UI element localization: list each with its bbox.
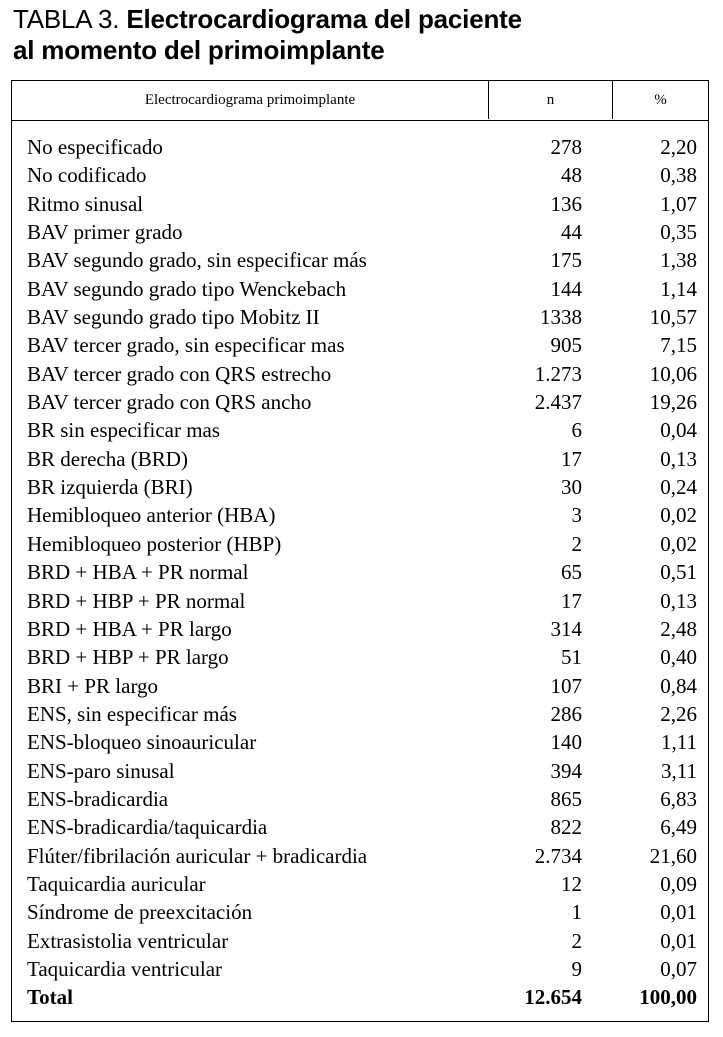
row-label: Hemibloqueo anterior (HBA)	[27, 503, 276, 528]
table-row	[12, 587, 708, 615]
row-label: Extrasistolia ventricular	[27, 928, 229, 953]
row-count: 1.273	[534, 361, 582, 386]
row-count: 278	[550, 135, 582, 159]
table-row	[12, 190, 708, 218]
table-title-text-1: Electrocardiograma del paciente	[126, 4, 522, 34]
table-row	[12, 161, 708, 189]
row-label: No especificado	[27, 135, 163, 159]
total-row	[12, 983, 708, 1011]
row-count: 865	[550, 786, 582, 811]
row-percent: 10,57	[649, 305, 697, 330]
row-count: 175	[550, 248, 582, 273]
row-count: 394	[550, 758, 582, 783]
row-percent: 0,51	[660, 560, 697, 585]
row-label: BR derecha (BRD)	[27, 446, 188, 471]
header-ecg: Electrocardiograma primoimplante	[12, 81, 489, 119]
row-count: 3	[571, 503, 582, 528]
row-percent: 0,01	[660, 900, 697, 925]
row-percent: 1,11	[661, 730, 697, 755]
row-count: 6	[571, 418, 582, 443]
row-percent: 2,20	[660, 135, 697, 159]
row-count: 286	[550, 701, 582, 726]
row-label: Flúter/fibrilación auricular + bradicardia	[27, 843, 368, 868]
row-count: 17	[561, 446, 582, 471]
row-count: 2.734	[534, 843, 582, 868]
table-row	[12, 842, 708, 870]
table-row	[12, 898, 708, 926]
row-percent: 19,26	[649, 390, 697, 415]
row-percent: 0,01	[660, 928, 697, 953]
row-percent: 7,15	[660, 333, 697, 358]
table-row	[12, 530, 708, 558]
table-row	[12, 246, 708, 274]
row-label: BAV tercer grado, sin especificar mas	[27, 333, 345, 358]
row-percent: 1,38	[660, 248, 697, 273]
row-label: BAV primer grado	[27, 220, 183, 245]
table-header	[12, 81, 708, 121]
row-label: BAV tercer grado con QRS ancho	[27, 390, 312, 415]
row-label: ENS-bradicardia/taquicardia	[27, 815, 268, 840]
row-percent: 0,35	[660, 220, 697, 245]
row-count: 2	[571, 531, 582, 556]
table-row	[12, 672, 708, 700]
row-label: BRD + HBA + PR normal	[27, 560, 249, 585]
table-title	[13, 4, 713, 66]
table-row	[12, 813, 708, 841]
row-label: ENS-bradicardia	[27, 786, 169, 811]
row-count: 144	[550, 276, 582, 301]
table-row	[12, 388, 708, 416]
row-count: 48	[561, 163, 582, 188]
row-percent: 0,13	[660, 446, 697, 471]
row-count: 107	[550, 673, 582, 698]
row-percent: 3,11	[661, 758, 697, 783]
table-row	[12, 785, 708, 813]
table-row	[12, 501, 708, 529]
row-count: 822	[550, 815, 582, 840]
row-label: BRD + HBA + PR largo	[27, 616, 232, 641]
row-count: 12	[561, 871, 582, 896]
row-label: BAV tercer grado con QRS estrecho	[27, 361, 332, 386]
row-count: 51	[561, 645, 582, 670]
row-label: Ritmo sinusal	[27, 191, 144, 216]
table-row	[12, 218, 708, 246]
row-label: BR sin especificar mas	[27, 418, 221, 443]
row-label: BAV segundo grado tipo Mobitz II	[27, 305, 320, 330]
table-row	[12, 870, 708, 898]
row-count: 1338	[540, 305, 582, 330]
header-percent: %	[654, 92, 667, 108]
row-count: 905	[550, 333, 582, 358]
row-count: 2.437	[534, 390, 582, 415]
table-row	[12, 927, 708, 955]
table-row	[12, 303, 708, 331]
row-percent: 0,02	[660, 503, 697, 528]
row-label: Hemibloqueo posterior (HBP)	[27, 531, 282, 556]
row-count: 136	[550, 191, 582, 216]
row-label: BR izquierda (BRI)	[27, 475, 193, 500]
row-label: BAV segundo grado tipo Wenckebach	[27, 276, 347, 301]
table-row	[12, 757, 708, 785]
row-label: BAV segundo grado, sin especificar más	[27, 248, 367, 273]
row-count: 314	[550, 616, 582, 641]
row-label: Total	[27, 985, 73, 1010]
row-percent: 10,06	[649, 361, 697, 386]
row-label: ENS, sin especificar más	[27, 701, 237, 726]
row-label: ENS-paro sinusal	[27, 758, 175, 783]
table-row	[12, 473, 708, 501]
row-label: BRD + HBP + PR normal	[27, 588, 246, 613]
row-percent: 0,07	[660, 956, 697, 981]
row-count: 44	[561, 220, 582, 245]
table-number: TABLA 3.	[13, 4, 120, 34]
row-percent: 0,24	[660, 475, 697, 500]
table-row	[12, 558, 708, 586]
table-row	[12, 700, 708, 728]
row-count: 2	[571, 928, 582, 953]
table-row	[12, 275, 708, 303]
row-count: 12.654	[524, 985, 582, 1010]
row-percent: 1,14	[660, 276, 697, 301]
row-percent: 0,04	[660, 418, 697, 443]
table-row	[12, 331, 708, 359]
row-count: 30	[561, 475, 582, 500]
row-count: 1	[571, 900, 582, 925]
header-n: n	[489, 81, 613, 119]
row-percent: 0,38	[660, 163, 697, 188]
table-row	[12, 728, 708, 756]
row-label: Síndrome de preexcitación	[27, 900, 253, 925]
row-count: 65	[561, 560, 582, 585]
table-title-line-2: al momento del primoimplante	[13, 35, 385, 65]
row-label: Taquicardia ventricular	[27, 956, 223, 981]
row-percent: 2,26	[660, 701, 697, 726]
row-percent: 0,13	[660, 588, 697, 613]
row-label: BRD + HBP + PR largo	[27, 645, 229, 670]
row-percent: 21,60	[649, 843, 697, 868]
table-row	[12, 133, 708, 161]
row-count: 9	[571, 956, 582, 981]
table-title-line-1	[13, 4, 713, 35]
row-count: 17	[561, 588, 582, 613]
table-row	[12, 360, 708, 388]
table-row	[12, 955, 708, 983]
data-table	[11, 80, 709, 1022]
row-label: No codificado	[27, 163, 147, 188]
row-percent: 100,00	[639, 985, 697, 1010]
row-percent: 0,84	[660, 673, 697, 698]
row-percent: 6,49	[660, 815, 697, 840]
row-label: ENS-bloqueo sinoauricular	[27, 730, 257, 755]
row-percent: 1,07	[660, 191, 697, 216]
table-row	[12, 615, 708, 643]
table-row	[12, 445, 708, 473]
row-label: Taquicardia auricular	[27, 871, 206, 896]
row-percent: 0,40	[660, 645, 697, 670]
table-row	[12, 416, 708, 444]
row-percent: 0,09	[660, 871, 697, 896]
row-percent: 0,02	[660, 531, 697, 556]
row-percent: 6,83	[660, 786, 697, 811]
table-row	[12, 643, 708, 671]
row-percent: 2,48	[660, 616, 697, 641]
row-count: 140	[550, 730, 582, 755]
row-label: BRI + PR largo	[27, 673, 159, 698]
table-body	[12, 133, 708, 1012]
